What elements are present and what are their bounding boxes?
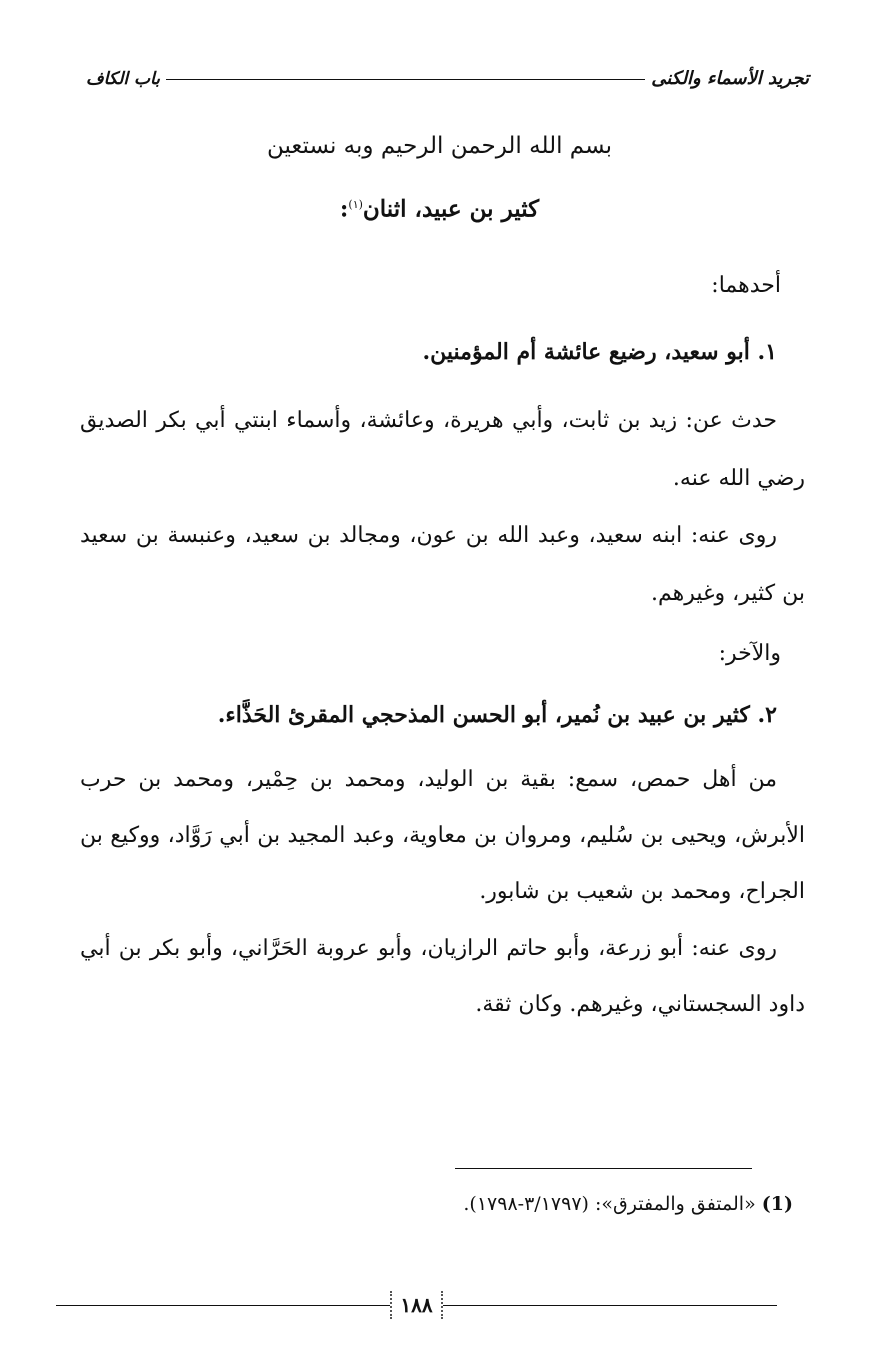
footnote-ref: (١) (348, 198, 363, 211)
item2-heard-from (80, 752, 805, 920)
footnote-mark: (1) (761, 1193, 793, 1215)
chapter-title: باب الكاف (86, 69, 160, 89)
item1-narrators-text: روى عنه: ابنه سعيد، وعبد الله بن عون، ومجالد بن سعيد، وعنبسة بن سعيد بن كثير، وغيرهم. (80, 523, 805, 606)
header-rule (166, 79, 645, 80)
entry-title-colon: : (339, 195, 349, 223)
item2-heard-from-text: من أهل حمص، سمع: بقية بن الوليد، ومحمد بن حِمْير، ومحمد بن حرب الأبرش، ويحيى بن سُليم، ومروان بن معاوية، وعبد المجيد بن أبي رَوَّاد، ووكيع بن الجراح، ومحمد بن شعيب بن شابور. (80, 767, 805, 904)
page-footer (56, 1291, 777, 1319)
footnote (463, 1187, 793, 1221)
entry-title (0, 185, 879, 230)
footer-rule-right (443, 1305, 777, 1306)
footnote-separator (455, 1168, 752, 1169)
item1-narrated-from (80, 392, 805, 508)
item2-narrators-text: روى عنه: أبو زرعة، وأبو حاتم الرازيان، وأبو عروبة الحَرَّاني، وأبو بكر بن أبي داود السجستاني، وغيرهم. وكان ثقة. (80, 936, 805, 1017)
item1-narrators (80, 507, 805, 623)
item2-heading: ٢. كثير بن عبيد بن نُمير، أبو الحسن المذحجي المقرئ الحَذَّاء. (217, 702, 777, 728)
item2-narrators (80, 921, 805, 1033)
footnote-text: «المتفق والمفترق»: (٣/١٧٩٧-١٧٩٨). (463, 1193, 756, 1215)
item1-narrated-from-text: حدث عن: زيد بن ثابت، وأبي هريرة، وعائشة، وأسماء ابنتي أبي بكر الصديق رضي الله عنه. (80, 408, 805, 491)
first-label: أحدهما: (711, 273, 781, 298)
book-title: تجريد الأسماء والكنى (651, 68, 809, 89)
basmala: بسم الله الرحمن الرحيم وبه نستعين (266, 133, 613, 159)
second-label: والآخر: (718, 641, 781, 666)
entry-title-text: كثير بن عبيد، اثنان (362, 195, 540, 223)
running-header (86, 66, 809, 92)
page-number: ١٨٨ (390, 1291, 442, 1319)
footer-rule-left (56, 1305, 390, 1306)
item1-heading: ١. أبو سعيد، رضيع عائشة أم المؤمنين. (422, 339, 777, 365)
